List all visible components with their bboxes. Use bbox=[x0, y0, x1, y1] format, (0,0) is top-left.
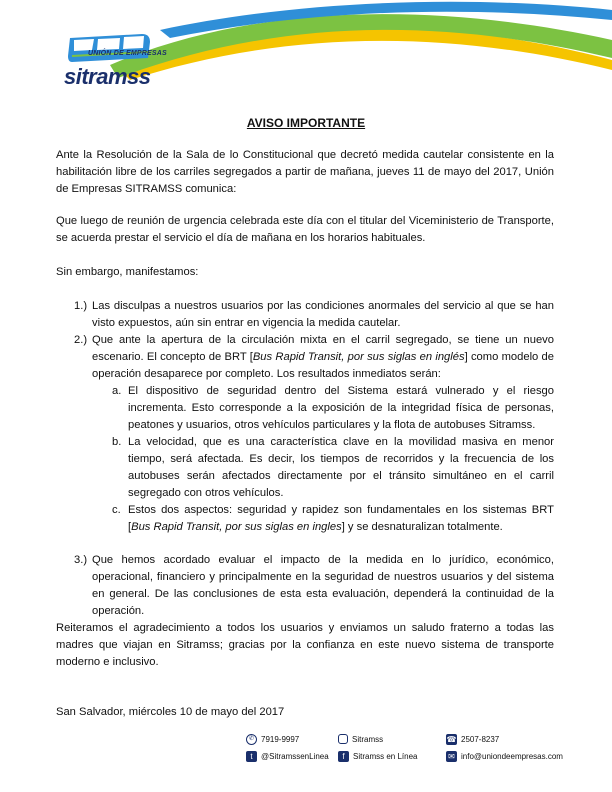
logo-wordmark: sitramss bbox=[64, 64, 151, 89]
list-item: Las disculpas a nuestros usuarios por las condiciones anormales del servicio al que se han visto expuestos, aún sin entrar en vigencia la medida cautelar. bbox=[92, 300, 554, 329]
sublist-item: El dispositivo de seguridad dentro del Sistema estará vulnerado y el riesgo incrementa. Esto corresponde a la exposición de la integridad física de personas, peatones y usuarios, otros vehículos particulares y la flota de autobuses Sitramss. bbox=[128, 385, 554, 431]
sublist-letter: c. bbox=[112, 504, 121, 516]
phone-contact bbox=[446, 734, 499, 745]
twitter-contact bbox=[246, 751, 329, 762]
email-contact bbox=[446, 751, 563, 762]
email-icon: ✉ bbox=[446, 751, 457, 762]
statement-lead: Sin embargo, manifestamos: bbox=[56, 266, 199, 278]
agreement-paragraph: Que luego de reunión de urgencia celebrada este día con el titular del Viceministerio de Transporte, se acuerda prestar el servicio el día de mañana en los horarios habituales. bbox=[56, 215, 554, 244]
sublist-item: Estos dos aspectos: seguridad y rapidez son fundamentales en los sistemas BRT [Bus Rapid Transit, por sus siglas en ingles] y se desnaturalizan totalmente. bbox=[128, 504, 554, 533]
list-number: 1.) bbox=[74, 300, 88, 312]
logo-subtitle: UNIÓN DE EMPRESAS bbox=[88, 50, 167, 57]
phone-icon: ☎ bbox=[446, 735, 457, 744]
page-title: AVISO IMPORTANTE bbox=[246, 116, 366, 130]
phone-number: 2507-8237 bbox=[461, 735, 500, 744]
facebook-icon: f bbox=[338, 751, 349, 762]
list-number: 2.) bbox=[74, 334, 88, 346]
sublist-letter: a. bbox=[112, 385, 122, 397]
list-number: 3.) bbox=[74, 554, 88, 566]
list-item: Que hemos acordado evaluar el impacto de la medida en lo jurídico, económico, operacional, financiero y principalmente en la seguridad de nuestros usuarios y del sistema en general. De las conclusiones de esta esta evaluación, dependerá la continuidad de la operación. bbox=[92, 554, 554, 617]
footer-contacts bbox=[246, 734, 566, 774]
instagram-handle: Sitramss bbox=[352, 734, 384, 744]
email-address: info@uniondeempresas.com bbox=[461, 752, 563, 761]
sublist-item: La velocidad, que es una característica clave en la movilidad masiva en menor tiempo, será afectada. Es decir, los tiempos de recorridos y la frecuencia de los autobuses serán afectados directamente por el tránsito simultáneo en el carril segregado con otros vehículos. bbox=[128, 436, 554, 499]
facebook-contact bbox=[338, 751, 417, 762]
list-item: Que ante la apertura de la circulación mixta en el carril segregado, se tiene un nuevo escenario. El concepto de BRT [Bus Rapid Transit, por sus siglas en inglés] como modelo de operación desaparece por completo. Los resultados inmediatos serán: bbox=[92, 334, 554, 380]
whatsapp-number: 7919-9997 bbox=[261, 735, 300, 744]
facebook-page: Sitramss en Línea bbox=[353, 752, 418, 761]
intro-paragraph: Ante la Resolución de la Sala de lo Constitucional que decretó medida cautelar consistente en la habilitación libre de los carriles segregados a partir de mañana, jueves 11 de mayo del 2017, Unión de Empresas SITRAMSS comunica: bbox=[56, 149, 554, 195]
twitter-handle: @SitramssenLinea bbox=[261, 752, 329, 761]
twitter-icon: t bbox=[246, 751, 257, 762]
sublist-letter: b. bbox=[112, 436, 122, 448]
closing-paragraph: Reiteramos el agradecimiento a todos los usuarios y enviamos un saludo fraterno a todas las madres que viajan en Sitramss; gracias por la confianza en este nuevo sistema de transporte moderno e inclusivo. bbox=[56, 622, 554, 668]
whatsapp-contact bbox=[246, 734, 299, 745]
instagram-contact bbox=[338, 734, 383, 744]
whatsapp-icon: ✆ bbox=[246, 734, 257, 745]
signature-line: San Salvador, miércoles 10 de mayo del 2017 bbox=[56, 706, 285, 718]
instagram-icon bbox=[338, 734, 348, 744]
